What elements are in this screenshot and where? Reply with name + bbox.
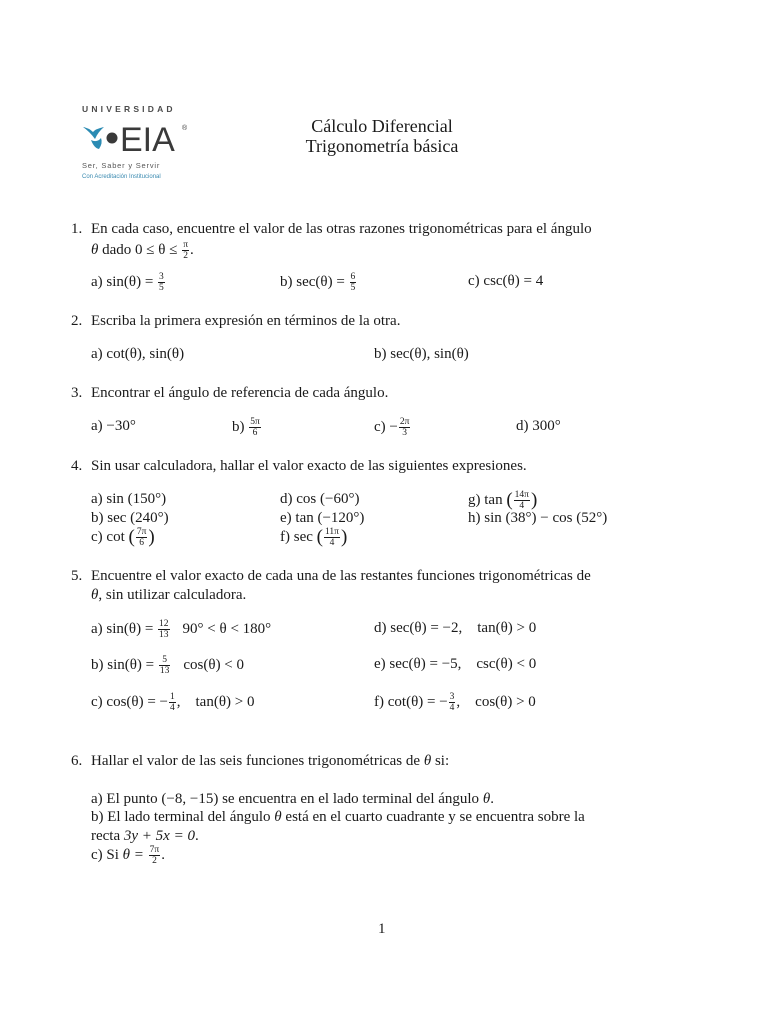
theta-symbol: θ [91, 241, 99, 258]
problem-1-item-a: a) sin(θ) = $\frac{3}{5}$ [91, 272, 164, 293]
problem-5-item-d: d) sec(θ) = −2, tan(θ) > 0 [374, 620, 537, 636]
problem-3-item-b: b) $\frac{5\pi}{6}$ [232, 417, 260, 438]
page-number: 1 [378, 921, 386, 937]
problem-4-item-d: d) cos (−60°) [280, 491, 360, 507]
problem-4-text: Sin usar calculadora, hallar el valor exacto de las siguientes expresiones. [91, 458, 527, 474]
problem-3-item-d: d) 300° [516, 418, 561, 434]
problem-4-item-e: e) tan (−120°) [280, 510, 365, 526]
problem-5-item-c: c) cos(θ) = − $\frac{1}{4}$ , tan(θ) > 0 [91, 692, 255, 713]
problem-1-text-line2: θ dado 0 ≤ θ ≤ $\frac{\pi}{2}$ . [91, 240, 194, 261]
document-title-block [260, 116, 504, 156]
logo-top-text: UNIVERSIDAD [82, 104, 176, 114]
logo-wing-drop-icon [91, 138, 102, 149]
logo-accreditation: Con Acreditación Institucional [82, 174, 161, 180]
problem-6-number: 6. [71, 753, 83, 769]
problem-4-item-f: f) sec ( $\frac{11\pi}{4}$ ) [280, 526, 348, 548]
problem-5-text-line2: θ, sin utilizar calculadora. [91, 587, 247, 603]
problem-3-text: Encontrar el ángulo de referencia de cada ángulo. [91, 385, 389, 401]
problem-5-text-line1: Encuentre el valor exacto de cada una de las restantes funciones trigonométricas de [91, 568, 591, 584]
logo-mark-text: EIA [120, 121, 175, 158]
problem-1-item-b: b) sec(θ) = $\frac{6}{5}$ [280, 272, 356, 293]
problem-6-item-b-line2: recta 3y + 5x = 0. [91, 828, 199, 844]
problem-5-item-f: f) cot(θ) = − $\frac{3}{4}$ , cos(θ) > 0 [374, 692, 536, 713]
problem-3-item-a: a) −30° [91, 418, 136, 434]
problem-2-item-b: b) sec(θ), sin(θ) [374, 346, 469, 362]
problem-4-item-g: g) tan ( $\frac{14\pi}{4}$ ) [468, 489, 538, 511]
problem-4-item-a: a) sin (150°) [91, 491, 167, 507]
problem-2-text: Escriba la primera expresión en términos de la otra. [91, 313, 401, 329]
problem-5-item-b: b) sin(θ) = $\frac{5}{13}$ cos(θ) < 0 [91, 655, 245, 676]
fraction: $\frac{\pi}{2}$ [183, 240, 188, 261]
problem-5-number: 5. [71, 568, 83, 584]
problem-1-text-line1: En cada caso, encuentre el valor de las otras razones trigonométricas para el ángulo [91, 221, 592, 237]
problem-1-condition: dado 0 ≤ θ ≤ [98, 241, 182, 258]
logo-dot-icon [107, 133, 118, 144]
problem-6-item-a: a) El punto (−8, −15) se encuentra en el lado terminal del ángulo θ. [91, 791, 494, 807]
document-subtitle: Trigonometría básica [305, 136, 459, 156]
logo-registered: ® [182, 125, 188, 132]
document-title: Cálculo Diferencial [311, 116, 453, 136]
problem-4-item-b: b) sec (240°) [91, 510, 169, 526]
problem-4-number: 4. [71, 458, 83, 474]
logo-wing-left-icon [83, 127, 104, 139]
logo-slogan: Ser, Saber y Servir [82, 161, 161, 170]
problem-4-item-c: c) cot ( $\frac{7\pi}{6}$ ) [91, 526, 155, 548]
problem-1-item-c: c) csc(θ) = 4 [468, 273, 544, 289]
problem-2-number: 2. [71, 313, 83, 329]
problem-3-item-c: c) − $\frac{2\pi}{3}$ [374, 417, 410, 438]
problem-2-item-a: a) cot(θ), sin(θ) [91, 346, 185, 362]
university-logo [82, 104, 194, 184]
logo-mark [82, 118, 192, 158]
problem-6-text: Hallar el valor de las seis funciones trigonométricas de θ si: [91, 753, 450, 769]
problem-5-item-a: a) sin(θ) = $\frac{12}{13}$ 90° < θ < 180° [91, 619, 272, 640]
problem-4-item-h: h) sin (38°) − cos (52°) [468, 510, 608, 526]
problem-6-item-b: b) El lado terminal del ángulo θ está en el cuarto cuadrante y se encuentra sobre la [91, 809, 585, 825]
problem-6-item-c: c) Si θ = $\frac{7\pi}{2}$ . [91, 845, 165, 866]
problem-3-number: 3. [71, 385, 83, 401]
problem-1-number: 1. [71, 221, 83, 237]
problem-5-item-e: e) sec(θ) = −5, csc(θ) < 0 [374, 656, 537, 672]
